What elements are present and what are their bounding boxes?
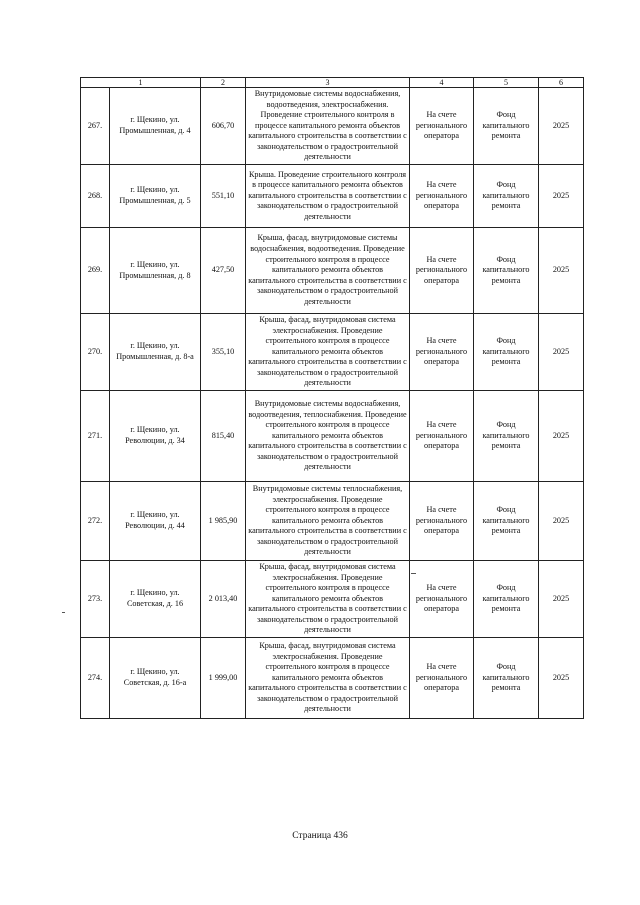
row-number-cell: 267. bbox=[81, 88, 110, 165]
address-cell: г. Щекино, ул. Революции, д. 34 bbox=[110, 391, 201, 482]
works-description-cell: Крыша, фасад, внутридомовые системы водоснабжения, водоотведения. Проведение строительного контроля в процессе капитального ремонта объектов капитального строительства в соответствии с законодательством о градостроительной деятельности bbox=[246, 228, 410, 314]
works-description-cell: Внутридомовые системы теплоснабжения, электроснабжения. Проведение строительного контроля в процессе капитального ремонта объектов капитального строительства в соответствии с законодательством о градостроительной деятельности bbox=[246, 482, 410, 561]
works-description-cell: Внутридомовые системы водоснабжения, водоотведения, электроснабжения. Проведение строительного контроля в процессе капитального ремонта объектов капитального строительства в соответствии с законодательством о градостроительной деятельности bbox=[246, 88, 410, 165]
area-cell: 1 985,90 bbox=[201, 482, 246, 561]
area-cell: 355,10 bbox=[201, 314, 246, 391]
address-cell: г. Щекино, ул. Промышленная, д. 8 bbox=[110, 228, 201, 314]
row-number-cell: 271. bbox=[81, 391, 110, 482]
header-col-2: 2 bbox=[201, 78, 246, 88]
year-cell: 2025 bbox=[539, 314, 584, 391]
area-cell: 815,40 bbox=[201, 391, 246, 482]
row-number-cell: 269. bbox=[81, 228, 110, 314]
column-number-row bbox=[81, 78, 584, 88]
table-row bbox=[81, 165, 584, 228]
header-col-1: 1 bbox=[81, 78, 201, 88]
row-number-cell: 270. bbox=[81, 314, 110, 391]
year-cell: 2025 bbox=[539, 88, 584, 165]
funding-source-cell: Фонд капитального ремонта bbox=[474, 228, 539, 314]
works-description-cell: Крыша, фасад, внутридомовая система электроснабжения. Проведение строительного контроля в процессе капитального ремонта объектов капитального строительства в соответствии с законодательством о градостроительной деятельности bbox=[246, 561, 410, 638]
row-number-cell: 274. bbox=[81, 638, 110, 719]
funding-source-cell: Фонд капитального ремонта bbox=[474, 314, 539, 391]
table-row bbox=[81, 88, 584, 165]
address-cell: г. Щекино, ул. Промышленная, д. 8-а bbox=[110, 314, 201, 391]
address-cell: г. Щекино, ул. Промышленная, д. 4 bbox=[110, 88, 201, 165]
address-cell: г. Щекино, ул. Промышленная, д. 5 bbox=[110, 165, 201, 228]
table-row bbox=[81, 561, 584, 638]
year-cell: 2025 bbox=[539, 165, 584, 228]
account-type-cell: На счете регионального оператора bbox=[410, 165, 474, 228]
account-type-cell: На счете регионального оператора bbox=[410, 228, 474, 314]
header-col-3: 3 bbox=[246, 78, 410, 88]
header-col-5: 5 bbox=[474, 78, 539, 88]
page-footer: Страница 436 bbox=[292, 831, 348, 841]
year-cell: 2025 bbox=[539, 391, 584, 482]
header-col-4: 4 bbox=[410, 78, 474, 88]
table-body bbox=[81, 78, 584, 719]
table-row bbox=[81, 638, 584, 719]
works-description-cell: Внутридомовые системы водоснабжения, водоотведения, теплоснабжения. Проведение строительного контроля в процессе капитального ремонта объектов капитального строительства в соответствии с законодательством о градостроительной деятельности bbox=[246, 391, 410, 482]
table-row bbox=[81, 228, 584, 314]
account-type-cell: На счете регионального оператора bbox=[410, 638, 474, 719]
area-cell: 551,10 bbox=[201, 165, 246, 228]
works-description-cell: Крыша. Проведение строительного контроля в процессе капитального ремонта объектов капитального строительства в соответствии с законодательством о градостроительной деятельности bbox=[246, 165, 410, 228]
capital-repair-table bbox=[80, 77, 584, 719]
table-row bbox=[81, 482, 584, 561]
works-description-cell: Крыша, фасад, внутридомовая система электроснабжения. Проведение строительного контроля в процессе капитального ремонта объектов капитального строительства в соответствии с законодательством о градостроительной деятельности bbox=[246, 314, 410, 391]
funding-source-cell: Фонд капитального ремонта bbox=[474, 88, 539, 165]
year-cell: 2025 bbox=[539, 561, 584, 638]
funding-source-cell: Фонд капитального ремонта bbox=[474, 165, 539, 228]
area-cell: 606,70 bbox=[201, 88, 246, 165]
account-type-cell: На счете регионального оператора bbox=[410, 561, 474, 638]
funding-source-cell: Фонд капитального ремонта bbox=[474, 561, 539, 638]
area-cell: 427,50 bbox=[201, 228, 246, 314]
area-cell: 1 999,00 bbox=[201, 638, 246, 719]
row-number-cell: 273. bbox=[81, 561, 110, 638]
works-description-cell: Крыша, фасад, внутридомовая система электроснабжения. Проведение строительного контроля в процессе капитального ремонта объектов капитального строительства в соответствии с законодательством о градостроительной деятельности bbox=[246, 638, 410, 719]
table-row bbox=[81, 314, 584, 391]
account-type-cell: На счете регионального оператора bbox=[410, 391, 474, 482]
table-row bbox=[81, 391, 584, 482]
year-cell: 2025 bbox=[539, 482, 584, 561]
address-cell: г. Щекино, ул. Советская, д. 16-а bbox=[110, 638, 201, 719]
year-cell: 2025 bbox=[539, 228, 584, 314]
scan-speck bbox=[62, 612, 65, 613]
address-cell: г. Щекино, ул. Советская, д. 16 bbox=[110, 561, 201, 638]
funding-source-cell: Фонд капитального ремонта bbox=[474, 391, 539, 482]
row-number-cell: 272. bbox=[81, 482, 110, 561]
scan-speck bbox=[411, 573, 416, 574]
account-type-cell: На счете регионального оператора bbox=[410, 314, 474, 391]
area-cell: 2 013,40 bbox=[201, 561, 246, 638]
account-type-cell: На счете регионального оператора bbox=[410, 88, 474, 165]
funding-source-cell: Фонд капитального ремонта bbox=[474, 482, 539, 561]
account-type-cell: На счете регионального оператора bbox=[410, 482, 474, 561]
row-number-cell: 268. bbox=[81, 165, 110, 228]
year-cell: 2025 bbox=[539, 638, 584, 719]
header-col-6: 6 bbox=[539, 78, 584, 88]
address-cell: г. Щекино, ул. Революции, д. 44 bbox=[110, 482, 201, 561]
funding-source-cell: Фонд капитального ремонта bbox=[474, 638, 539, 719]
